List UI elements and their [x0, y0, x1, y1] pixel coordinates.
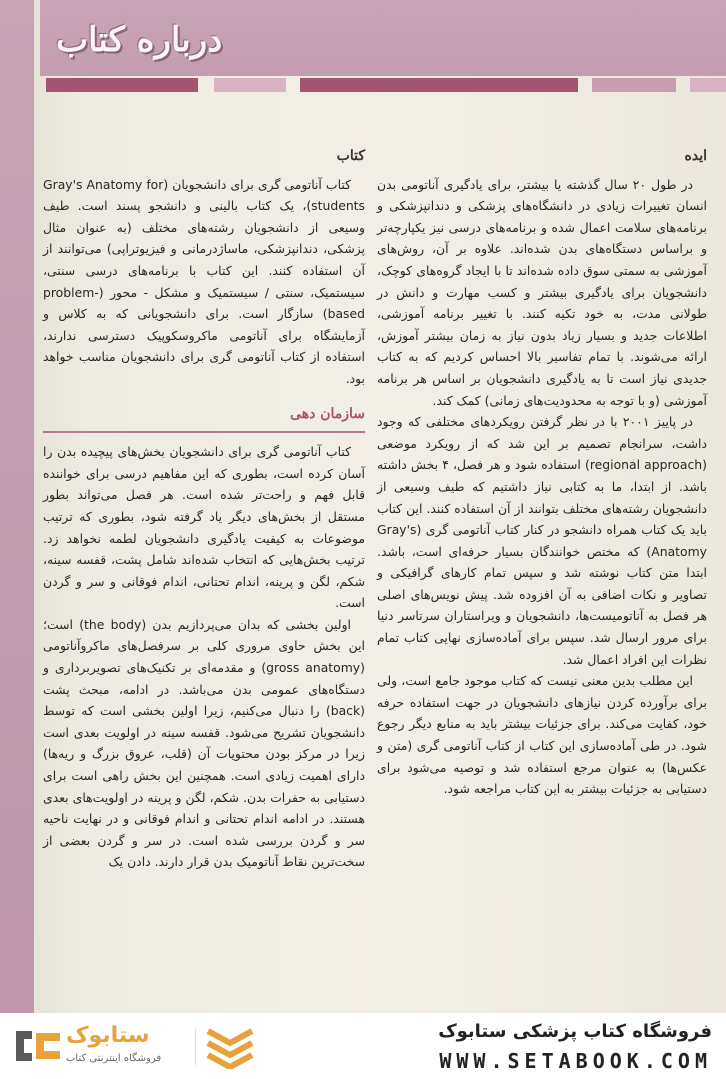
title-stripe — [46, 78, 726, 92]
section-rule — [43, 431, 365, 433]
store-url[interactable]: WWW.SETABOOK.COM — [439, 1049, 712, 1073]
chevron-stack-icon — [204, 1025, 256, 1069]
paragraph: کتاب آناتومی گری برای دانشجویان (Gray's Anatomy for students)، یک کتاب بالینی و دانشجو پسند است. طیف وسیعی از دانشجویان رشته‌های مختلف (به عنوان مثال پزشکی، دندانپزشکی، ماساژدرمانی و فیزیوتراپی) می‌توانند از آن استفاده کنند. این کتاب با برنامه‌های درسی سنتی، سیستمیک، سنتی / سیستمیک و مشکل - محور (problem-based) سازگار است. برای دانشجویانی که به کلاس و آزمایشگاه برای آناتومی ماکروسکوپیک دسترسی ندارند، استفاده از کتاب آناتومی گری برای دانشجویان مناسب خواهد بود. — [43, 176, 365, 386]
logo-subtitle: فروشگاه اینترنتی کتاب — [66, 1053, 162, 1064]
footer-banner — [0, 1013, 726, 1079]
paragraph: این مطلب بدین معنی نیست که کتاب موجود جامع است، ولی برای برآورده کردن نیازهای دانشجویان در جهت استفاده حرفه خود، کفایت می‌کند. برای جزئیات بیشتر باید به منابع دیگر رجوع شود. در طی آماده‌سازی این کتاب از کتاب آناتومی گری (متن و عکس‌ها) به عنوان مرجع استفاده شد و توصیه می‌شود برای دستیابی به جزئیات بیشتر به این کتاب مراجعه شود. — [377, 673, 707, 797]
logo-text: ستابوک — [66, 1023, 150, 1048]
paragraph: در پاییز ۲۰۰۱ با در نظر گرفتن رویکردهای مختلفی که وجود داشت، سرانجام تصمیم بر این شد که از رویکرد موضعی (regional approach) استفاده شود و هر فصل، ۴ بخش داشته باشد. از ابتدا، ما به کتابی نیاز داشتیم که طیف وسیعی از دانشجویان رشته‌های مختلف بتوانند از آن استفاده کنند. این کتاب باید یک کتاب همراه دانشجو در کنار کتاب آناتومی گری (Gray's Anatomy) که مختص خوانندگان بسیار حرفه‌ای است، باشد. ابتدا متن کتاب نوشته شد و سپس تمام کارهای گرافیکی و تصاویر و نکات اضافی به آن افزوده شد. پیش نویس‌های اصلی هر فصل به آناتومیست‌ها، دانشجویان و ویراستاران سرتاسر دنیا برای مرور ارسال شد. سپس برای آماده‌سازی نهایی کتاب تمام نظرات این افراد اعمال شد. — [377, 414, 707, 667]
paragraph: کتاب آناتومی گری برای دانشجویان بخش‌های پیچیده بدن را آسان کرده است، بطوری که این مفاهیم درسی برای خواننده قابل فهم و راحت‌تر شده است. هر فصل می‌تواند بطور مستقل از بخش‌های دیگر یاد گرفته شود، بطوری که ترتیب موضوعات به کیفیت یادگیری دانشجویان لطمه نخواهد زد. ترتیب بخش‌هایی که انتخاب شده‌اند شامل پشت، قفسه سینه، شکم، لگن و پرینه، اندام تحتانی، اندام فوقانی و سر و گردن است. — [43, 444, 365, 611]
section-heading-organization: سازمان دهی — [290, 405, 365, 422]
right-column — [377, 146, 707, 800]
page-left-strip — [0, 0, 34, 1013]
section-heading-idea: ایده — [684, 148, 707, 164]
footer-divider — [195, 1029, 196, 1065]
store-name: فروشگاه کتاب پزشکی ستابوک — [438, 1021, 712, 1042]
section-heading-book: کتاب — [336, 148, 365, 164]
paragraph: اولین بخشی که بدان می‌پردازیم بدن (the body) است؛ این بخش حاوی مروری کلی بر سرفصل‌های ماکروآناتومی (gross anatomy) و مقدمه‌ای بر تکنیک‌های تصویربرداری و دستگاه‌های عمومی بدن می‌باشد. در ادامه، مبحث پشت (back) را دنبال می‌کنیم، زیرا اولین بخشی است که توسط دانشجویان تشریح می‌شود. قفسه سینه در اولویت بعدی است زیرا در مرکز بودن محتویات آن (قلب، عروق بزرگ و ریه‌ها) دارای اهمیت زیادی است. همچنین این بخش راهی است برای دستیابی به حفرات بدن. شکم، لگن و پرینه در اولویت‌های بعدی هستند. در ادامه اندام تحتانی و اندام فوقانی و در نهایت ناحیه سر و گردن بررسی شده است. در سر و گردن بعضی از سخت‌ترین نقاط آناتومیک بدن قرار دارند. دادن یک — [43, 616, 365, 870]
paragraph: در طول ۲۰ سال گذشته یا بیشتر، برای یادگیری آناتومی بدن انسان تغییرات زیادی در دانشگاه‌های پزشکی و دندانپزشکی و برنامه‌های سلامت اعمال شده و برنامه‌های درسی نیز یکپارچه‌تر و براساس دستگاه‌های بدن شده‌اند. علاوه بر آن، روش‌های آموزشی به سمتی سوق داده شده‌اند تا با ایجاد گروه‌های کوچک، دانشجویان برای یادگیری بیشتر و کسب مهارت و دانش در طولانی مدت، به خود تکیه کنند. با تغییر برنامه آموزشی، اطلاعات جدید و بسیار زیاد بدون نیاز به زمان بیشتر آموزش، ارائه می‌شوند. با تمام تفاسیر بالا احساس کردیم که به کتاب جدیدی نیاز است تا به یادگیری دانشجویان بر اساس هر برنامه آموزشی (و با توجه به محدودیت‌های زمانی) کمک کند. — [377, 176, 707, 408]
page-title: درباره کتاب — [56, 20, 223, 60]
setabook-logo-icon — [12, 1023, 64, 1069]
left-column — [43, 146, 365, 873]
